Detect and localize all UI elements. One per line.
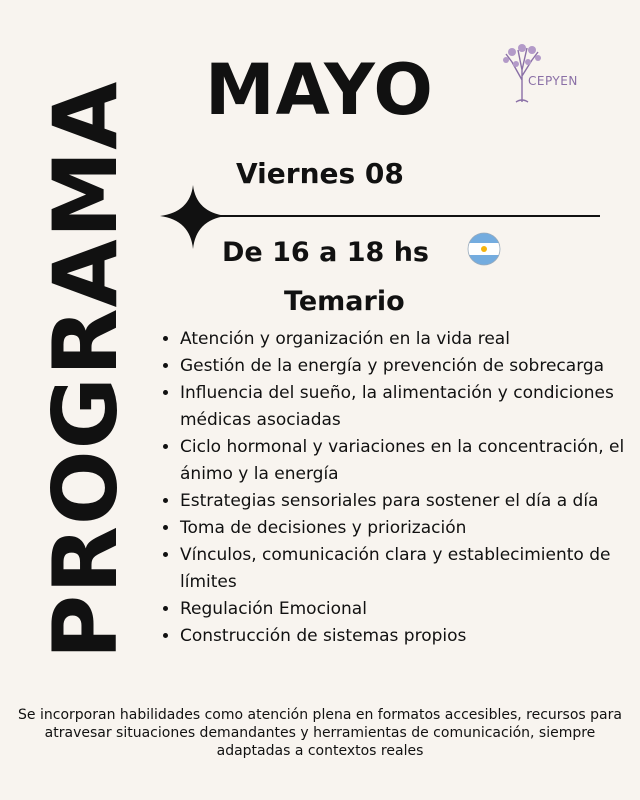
list-item: • Gestión de la energía y prevención de sobrecarga [180, 353, 640, 380]
topics-list [160, 326, 640, 650]
event-day: Viernes 08 [236, 157, 404, 190]
temario-heading: Temario [284, 286, 405, 317]
list-item: • Regulación Emocional [180, 596, 640, 623]
list-item: • Construcción de sistemas propios [180, 623, 640, 650]
vertical-programa-title: PROGRAMA [34, 80, 137, 660]
logo-text: CEPYEN [528, 74, 578, 88]
list-item: • Influencia del sueño, la alimentación y condiciones médicas asociadas [180, 380, 640, 434]
list-item: • Toma de decisiones y priorización [180, 515, 640, 542]
list-item: • Estrategias sensoriales para sostener el día a día [180, 488, 640, 515]
footer-note: Se incorporan habilidades como atención plena en formatos accesibles, recursos para atravesar situaciones demandantes y herramientas de comunicación, siempre adaptadas a contextos reales [18, 707, 622, 759]
event-time: De 16 a 18 hs [222, 237, 429, 268]
month-title: MAYO [205, 49, 434, 131]
list-item: • Vínculos, comunicación clara y establecimiento de límites [180, 542, 640, 596]
list-item: • Ciclo hormonal y variaciones en la concentración, el ánimo y la energía [180, 434, 640, 488]
list-item: • Atención y organización en la vida real [180, 326, 640, 353]
argentina-flag-icon [467, 232, 501, 266]
